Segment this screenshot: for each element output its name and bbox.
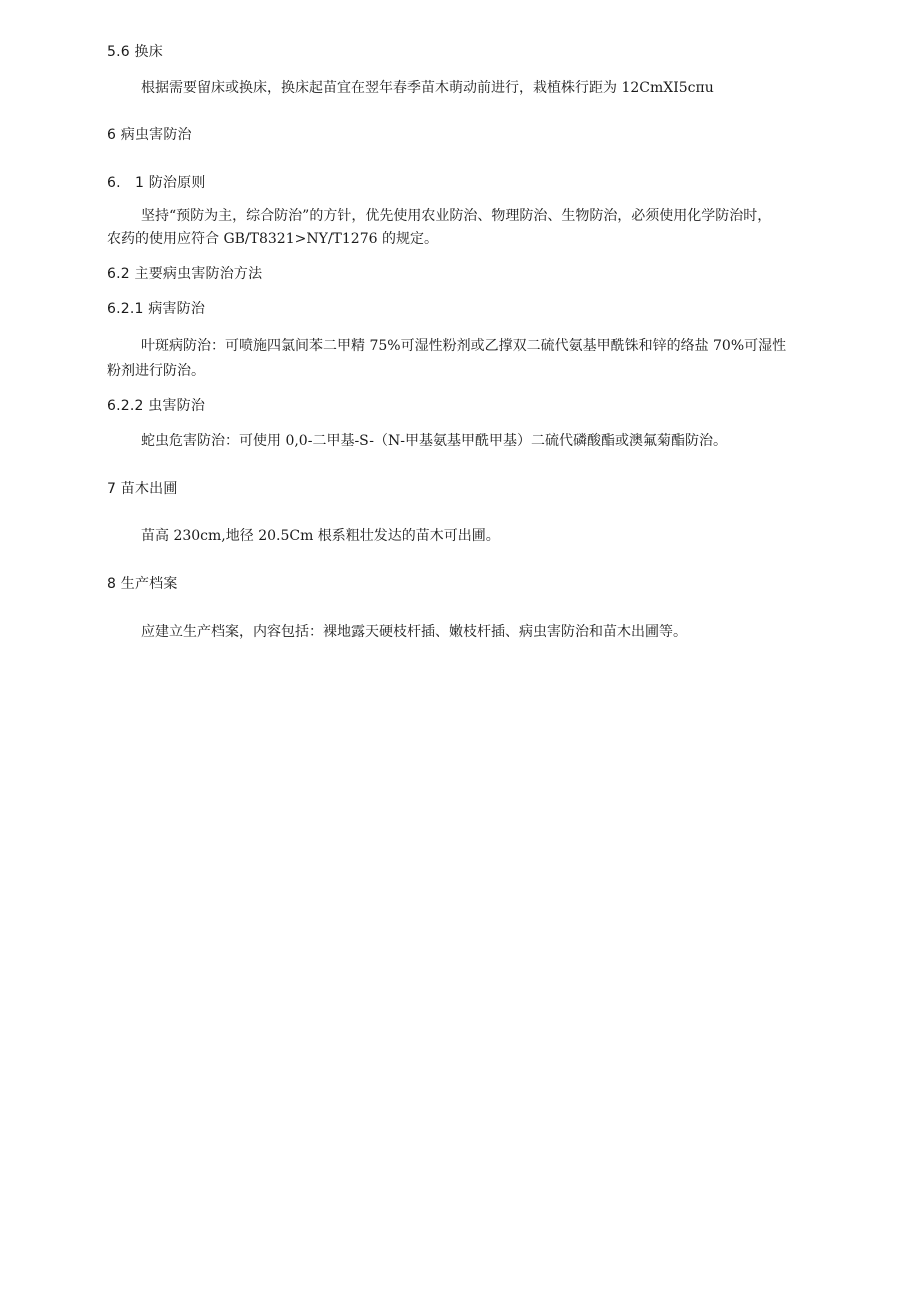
section-heading-6: 6 病虫害防治 bbox=[107, 127, 192, 143]
paragraph-6-2-2: 蛇虫危害防治：可使用 0,0-二甲基-S-（N-甲基氨基甲酰甲基）二硫代磷酸酯或澳氟菊酯防治。 bbox=[141, 433, 727, 449]
paragraph-5-6: 根据需要留床或换床，换床起苗宜在翌年春季苗木萌动前进行，栽植株行距为 12CmXI5cπu bbox=[141, 80, 714, 96]
section-heading-8: 8 生产档案 bbox=[107, 576, 178, 592]
paragraph-6-1-line-1: 坚持“预防为主，综合防治”的方针，优先使用农业防治、物理防治、生物防治，必须使用化学防治时， bbox=[141, 208, 772, 224]
section-heading-5-6: 5.6 换床 bbox=[107, 44, 163, 60]
section-heading-6-2: 6.2 主要病虫害防治方法 bbox=[107, 266, 263, 282]
section-heading-7: 7 苗木出圃 bbox=[107, 481, 178, 497]
paragraph-6-2-1-line-1: 叶斑病防治：可喷施四氯间苯二甲精 75%可湿性粉剂或乙撑双二硫代氨基甲酰铢和锌的络盐 70%可湿性 bbox=[141, 338, 787, 354]
paragraph-8: 应建立生产档案，内容包括：裸地露天硬枝杆插、嫩枝杆插、病虫害防治和苗木出圃等。 bbox=[141, 624, 687, 640]
paragraph-6-1-line-2: 农药的使用应符合 GB/T8321>NY/T1276 的规定。 bbox=[107, 231, 438, 247]
section-heading-6-2-1: 6.2.1 病害防治 bbox=[107, 301, 206, 317]
paragraph-6-2-1-line-2: 粉剂进行防治。 bbox=[107, 363, 205, 379]
paragraph-7: 苗高 230cm,地径 20.5Cm 根系粗壮发达的苗木可出圃。 bbox=[141, 528, 500, 544]
section-heading-6-1: 6. 1 防治原则 bbox=[107, 175, 206, 191]
section-heading-6-2-2: 6.2.2 虫害防治 bbox=[107, 398, 206, 414]
